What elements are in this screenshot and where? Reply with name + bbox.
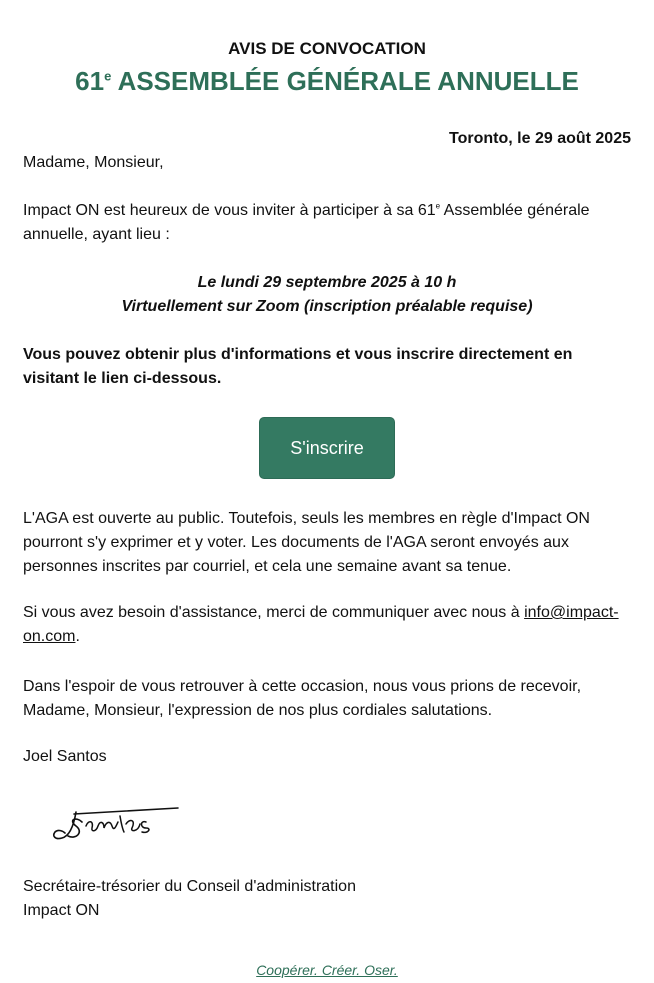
event-datetime: Le lundi 29 septembre 2025 à 10 h — [197, 274, 457, 291]
notice-label: AVIS DE CONVOCATION — [228, 39, 426, 58]
info-note: Vous pouvez obtenir plus d'informations et vous inscrire directement en visitant le lien ci-dessous. — [23, 346, 573, 387]
public-note: L'AGA est ouverte au public. Toutefois, seuls les membres en règle d'Impact ON pourront s'y exprimer et y voter. Les documents de l'AGA seront envoyés aux personnes inscrites par courriel, et cela une semaine avant sa tenue. — [23, 510, 590, 575]
signer-name: Joel Santos — [23, 748, 107, 765]
assistance-text: Si vous avez besoin d'assistance, merci de communiquer avec nous à — [23, 604, 525, 621]
signature-svg — [46, 802, 186, 846]
event-details — [0, 271, 654, 319]
footer-slogan — [0, 960, 654, 980]
assistance-end: . — [75, 628, 80, 645]
assembly-number-suffix: e — [104, 68, 112, 84]
intro-paragraph — [23, 199, 631, 247]
closing-paragraph: Dans l'espoir de vous retrouver à cette occasion, nous vous prions de recevoir, Madame, Monsieur, l'expression de nos plus cordiales salutations. — [23, 678, 582, 719]
email-link[interactable]: info@impact-on.com — [23, 604, 619, 645]
organization-name: Impact ON — [23, 902, 100, 919]
intro-start: Impact ON est heureux de vous inviter à participer à sa 61 — [23, 202, 436, 219]
signer-role: Secrétaire-trésorier du Conseil d'administration — [23, 878, 356, 895]
city-date: Toronto, le 29 août 2025 — [449, 130, 631, 147]
assembly-title-text: ASSEMBLÉE GÉNÉRALE ANNUELLE — [117, 66, 579, 96]
register-button[interactable]: S'inscrire — [260, 418, 394, 478]
assembly-number: 61 — [75, 66, 105, 96]
signature-image — [46, 802, 186, 851]
signer-block — [23, 875, 631, 923]
greeting: Madame, Monsieur, — [23, 154, 164, 171]
intro-end: Assemblée générale annuelle, ayant lieu : — [23, 202, 590, 243]
assembly-title — [0, 64, 654, 98]
event-location: Virtuellement sur Zoom (inscription préalable requise) — [121, 298, 533, 315]
slogan-link[interactable]: Coopérer. Créer. Oser. — [256, 962, 398, 978]
intro-sup: e — [435, 201, 441, 211]
assistance-paragraph — [23, 601, 631, 649]
